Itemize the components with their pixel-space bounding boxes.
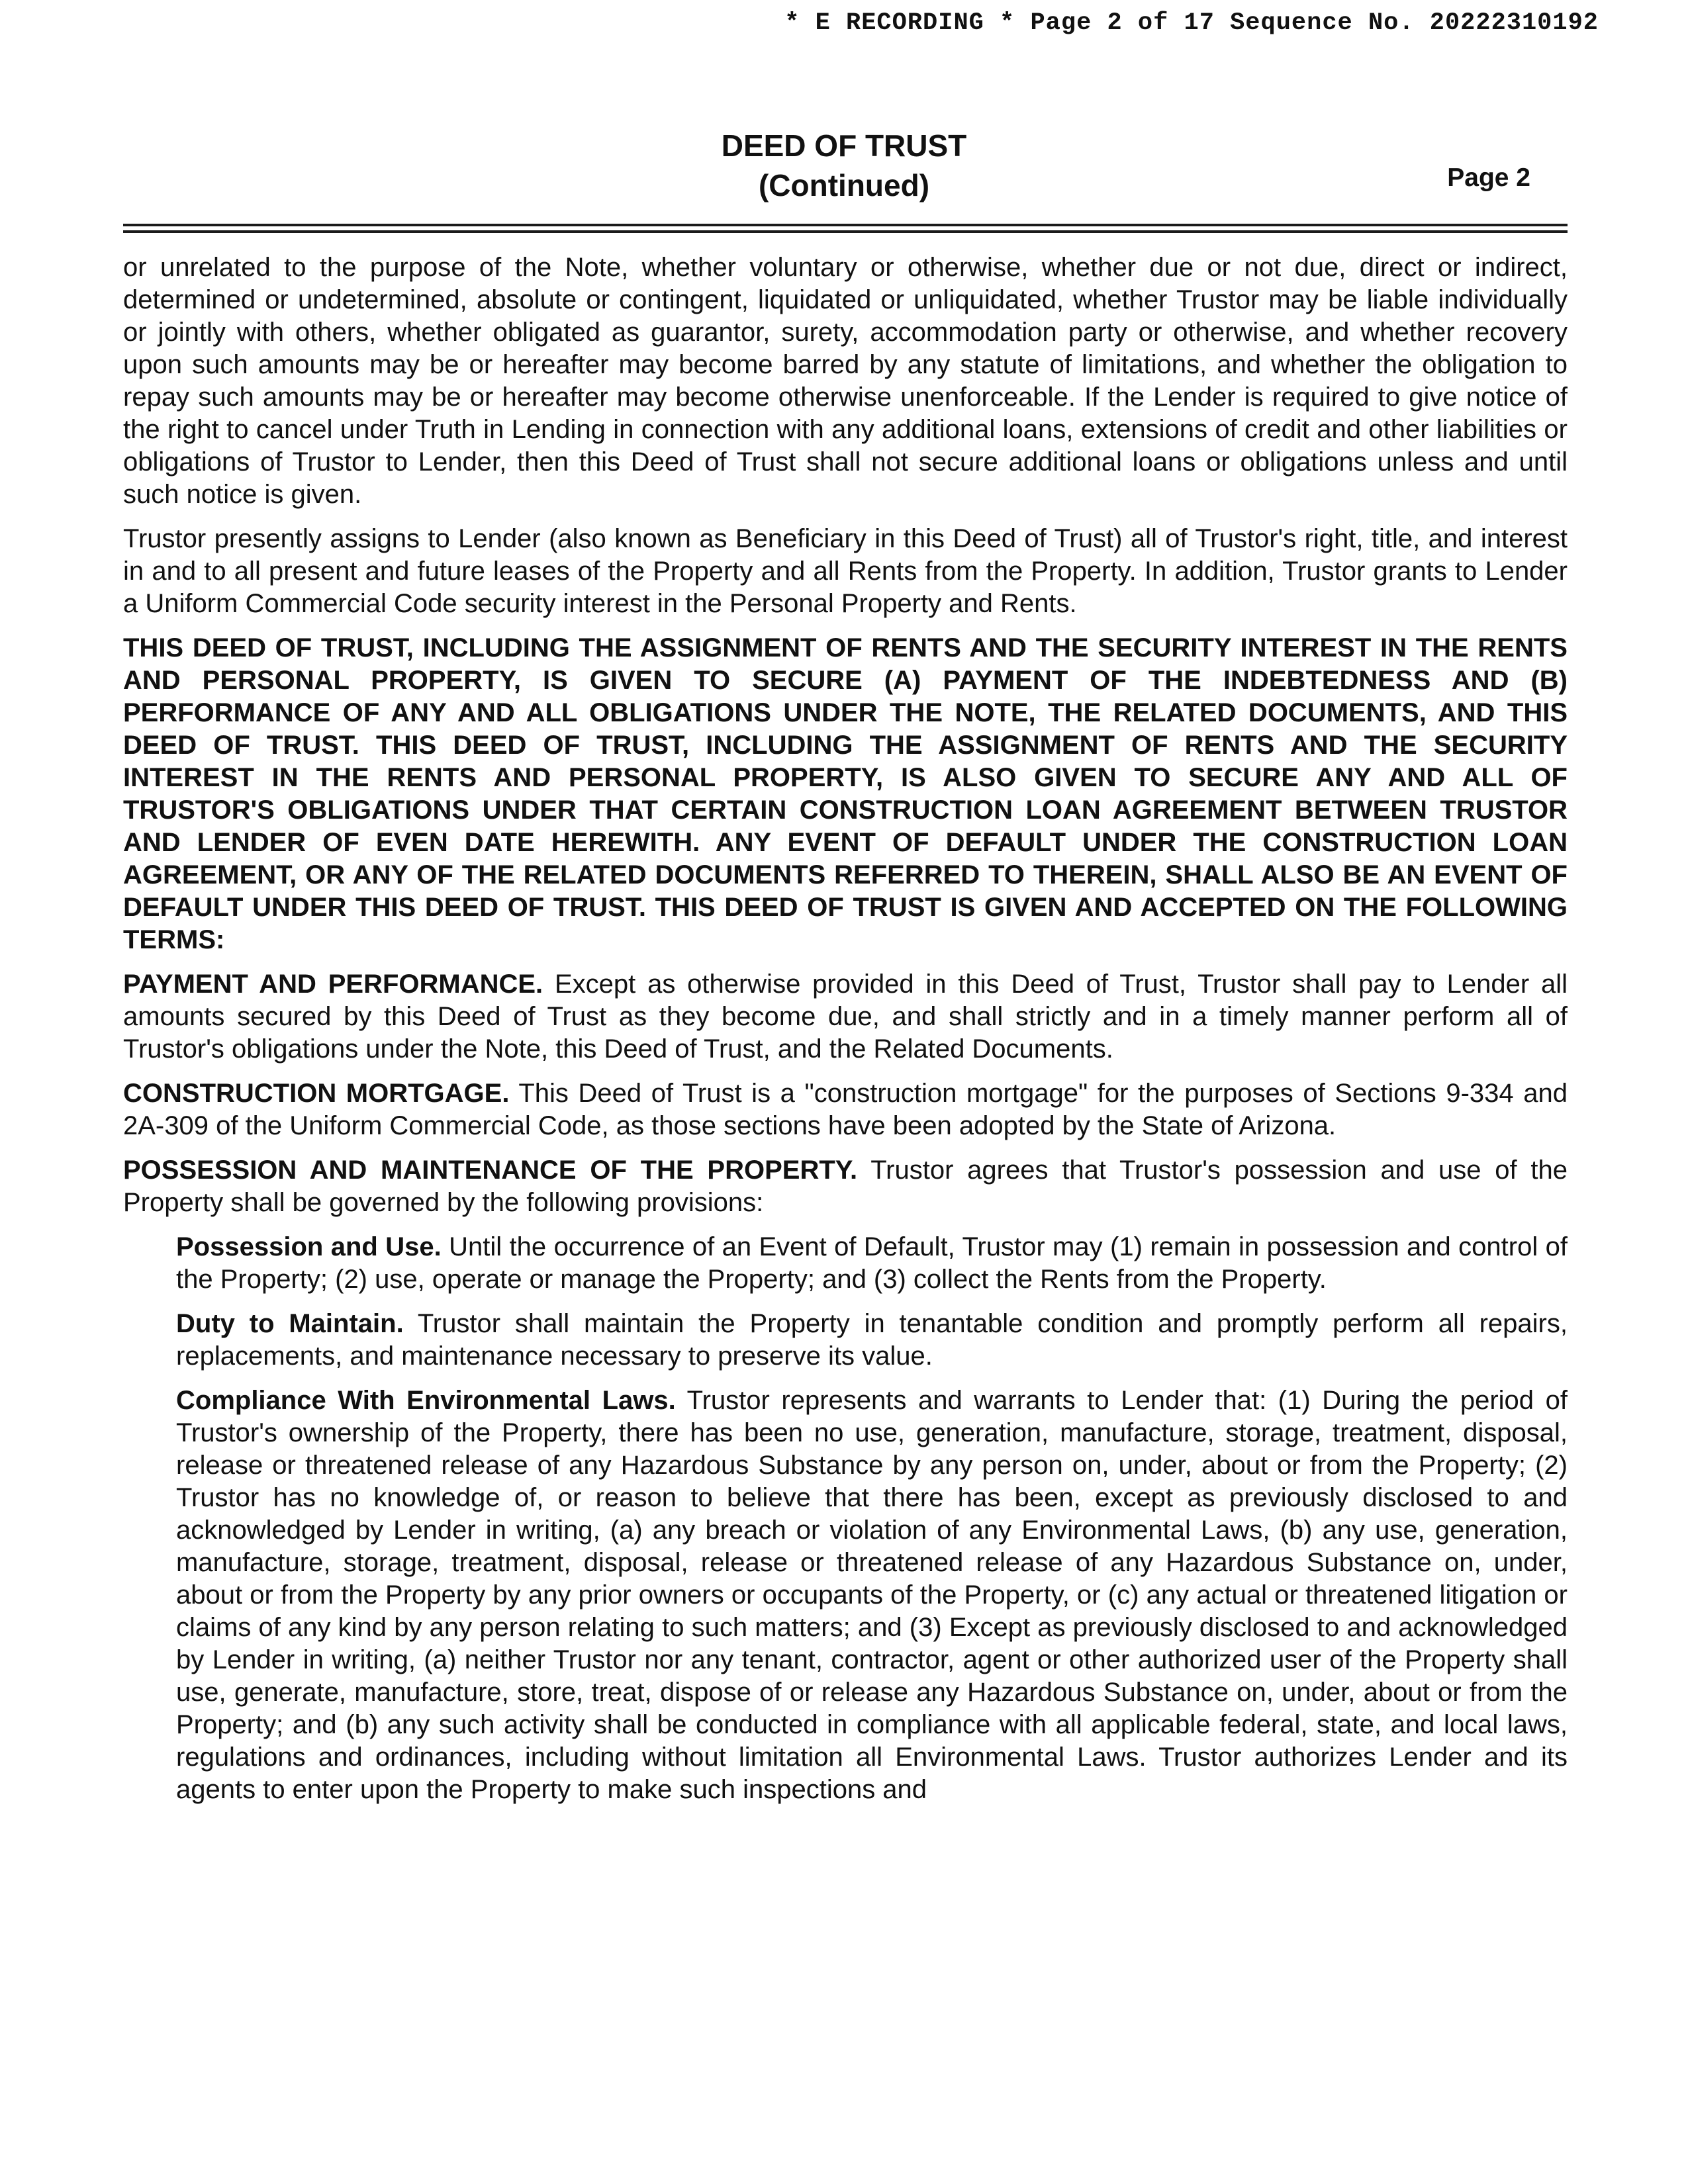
document-body	[123, 251, 1568, 1818]
recording-stamp: * E RECORDING * Page 2 of 17 Sequence No. 20222310192	[784, 9, 1599, 37]
header-rule-bottom	[123, 230, 1568, 233]
section-construction-mortgage	[123, 1077, 1568, 1142]
document-title: DEED OF TRUST	[721, 128, 967, 163]
document-subtitle: (Continued)	[758, 168, 930, 203]
section-text: This Deed of Trust is a "construction mortgage" for the purposes of Sections 9-334 and 2A-309 of the Uniform Commercial Code, as those sections have been adopted by the State of Arizona.	[123, 1079, 1568, 1140]
section-heading: PAYMENT AND PERFORMANCE.	[123, 970, 543, 999]
subsection-environmental-laws	[176, 1385, 1568, 1806]
subsection-text: Until the occurrence of an Event of Default, Trustor may (1) remain in possession and control of the Property; (2) use, operate or manage the Property; and (3) collect the Rents from the Property.	[176, 1232, 1568, 1294]
section-payment-performance	[123, 968, 1568, 1066]
section-heading: CONSTRUCTION MORTGAGE.	[123, 1079, 510, 1108]
section-text: Trustor agrees that Trustor's possession and use of the Property shall be governed by the following provisions:	[123, 1156, 1568, 1217]
section-heading: POSSESSION AND MAINTENANCE OF THE PROPERTY.	[123, 1156, 858, 1185]
document-title-block	[0, 126, 1688, 205]
page-number: Page 2	[1447, 163, 1530, 192]
subsection-possession-use	[176, 1231, 1568, 1296]
subsection-heading: Duty to Maintain.	[176, 1309, 404, 1338]
header-rule-top	[123, 224, 1568, 226]
subsection-text: Trustor represents and warrants to Lender that: (1) During the period of Trustor's ownership of the Property, there has been no use, generation, manufacture, storage, treatment, disposal, release or threatened release of any Hazardous Substance by any person on, under, about or from the Property; (2) Trustor has no knowledge of, or reason to believe that there has been, except as previously disclosed to and acknowledged by Lender in writing, (a) any breach or violation of any Environmental Laws, (b) any use, generation, manufacture, storage, treatment, disposal, release or threatened release of any Hazardous Substance on, under, about or from the Property by any prior owners or occupants of the Property, or (c) any actual or threatened litigation or claims of any kind by any person relating to such matters; and (3) Except as previously disclosed to and acknowledged by Lender in writing, (a) neither Trustor nor any tenant, contractor, agent or other authorized user of the Property shall use, generate, manufacture, store, treat, dispose of or release any Hazardous Substance on, under, about or from the Property; and (b) any such activity shall be conducted in compliance with all applicable federal, state, and local laws, regulations and ordinances, including without limitation all Environmental Laws. Trustor authorizes Lender and its agents to enter upon the Property to make such inspections and	[176, 1386, 1568, 1804]
section-text: Except as otherwise provided in this Deed of Trust, Trustor shall pay to Lender all amounts secured by this Deed of Trust as they become due, and shall strictly and in a timely manner perform all of Trustor's obligations under the Note, this Deed of Trust, and the Related Documents.	[123, 970, 1568, 1064]
paragraph-security-clause: THIS DEED OF TRUST, INCLUDING THE ASSIGNMENT OF RENTS AND THE SECURITY INTEREST IN THE RENTS AND PERSONAL PROPERTY, IS GIVEN TO SECURE (A) PAYMENT OF THE INDEBTEDNESS AND (B) PERFORMANCE OF ANY AND ALL OBLIGATIONS UNDER THE NOTE, THE RELATED DOCUMENTS, AND THIS DEED OF TRUST. THIS DEED OF TRUST, INCLUDING THE ASSIGNMENT OF RENTS AND THE SECURITY INTEREST IN THE RENTS AND PERSONAL PROPERTY, IS ALSO GIVEN TO SECURE ANY AND ALL OF TRUSTOR'S OBLIGATIONS UNDER THAT CERTAIN CONSTRUCTION LOAN AGREEMENT BETWEEN TRUSTOR AND LENDER OF EVEN DATE HEREWITH. ANY EVENT OF DEFAULT UNDER THE CONSTRUCTION LOAN AGREEMENT, OR ANY OF THE RELATED DOCUMENTS REFERRED TO THEREIN, SHALL ALSO BE AN EVENT OF DEFAULT UNDER THIS DEED OF TRUST. THIS DEED OF TRUST IS GIVEN AND ACCEPTED ON THE FOLLOWING TERMS:	[123, 633, 1568, 954]
subsection-text: Trustor shall maintain the Property in tenantable condition and promptly perform all repairs, replacements, and maintenance necessary to preserve its value.	[176, 1309, 1568, 1371]
subsection-heading: Possession and Use.	[176, 1232, 442, 1261]
subsection-heading: Compliance With Environmental Laws.	[176, 1386, 676, 1415]
paragraph-continued: or unrelated to the purpose of the Note, whether voluntary or otherwise, whether due or not due, direct or indirect, determined or undetermined, absolute or contingent, liquidated or unliquidated, whether Trustor may be liable individually or jointly with others, whether obligated as guarantor, surety, accommodation party or otherwise, and whether recovery upon such amounts may be or hereafter may become barred by any statute of limitations, and whether the obligation to repay such amounts may be or hereafter may become otherwise unenforceable. If the Lender is required to give notice of the right to cancel under Truth in Lending in connection with any additional loans, extensions of credit and other liabilities or obligations of Trustor to Lender, then this Deed of Trust shall not secure additional loans or obligations unless and until such notice is given.	[123, 253, 1568, 509]
section-possession-maintenance	[123, 1154, 1568, 1219]
subsection-duty-maintain	[176, 1308, 1568, 1373]
paragraph-assignment: Trustor presently assigns to Lender (also known as Beneficiary in this Deed of Trust) all of Trustor's right, title, and interest in and to all present and future leases of the Property and all Rents from the Property. In addition, Trustor grants to Lender a Uniform Commercial Code security interest in the Personal Property and Rents.	[123, 524, 1568, 618]
